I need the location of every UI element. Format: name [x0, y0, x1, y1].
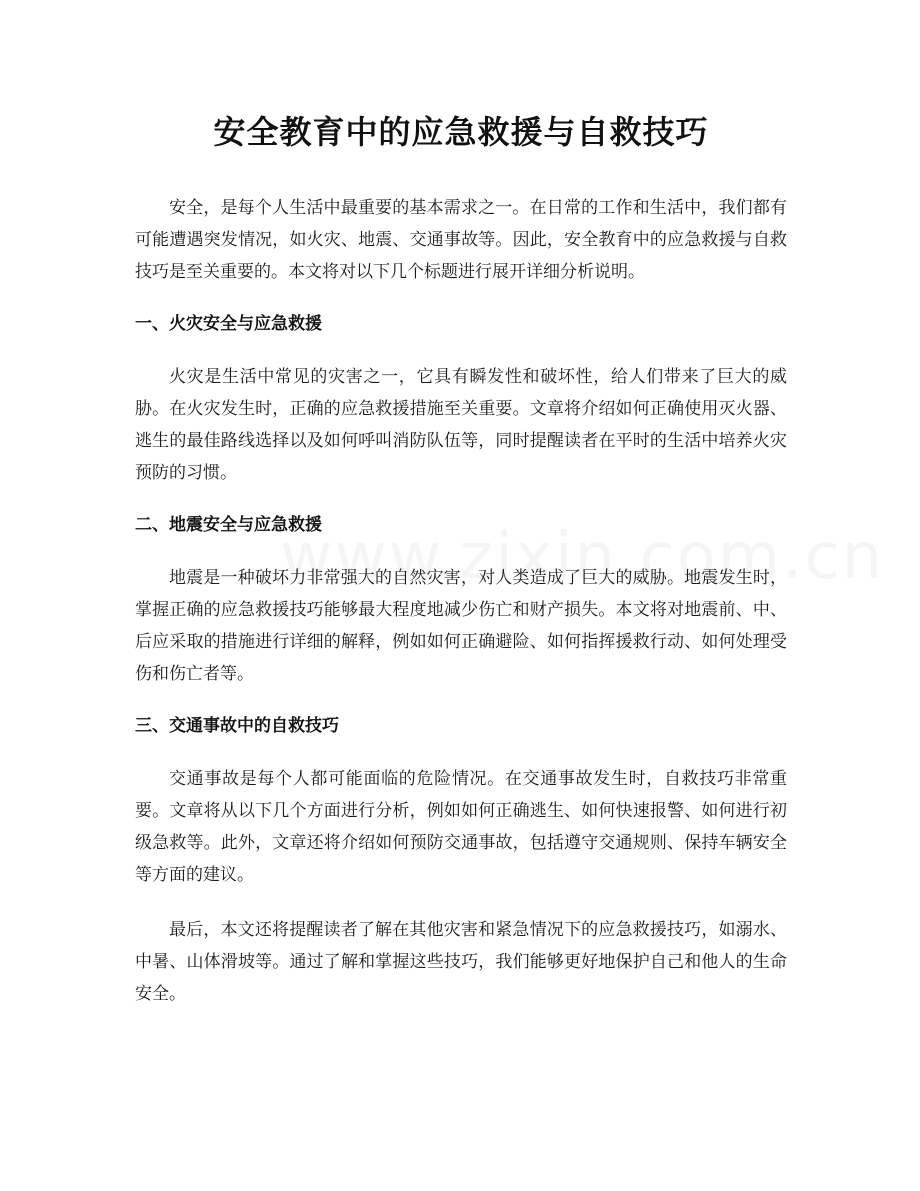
section-paragraph-fire: 火灾是生活中常见的灾害之一，它具有瞬发性和破坏性，给人们带来了巨大的威胁。在火灾发生时，正确的应急救援措施至关重要。文章将介绍如何正确使用灭火器、逃生的最佳路线选择以及如何呼叫消防队伍等，同时提醒读者在平时的生活中培养火灾预防的习惯。 — [135, 367, 787, 483]
section-heading-fire: 一、火灾安全与应急救援 — [135, 314, 322, 334]
conclusion-paragraph: 最后，本文还将提醒读者了解在其他灾害和紧急情况下的应急救援技巧，如溺水、中暑、山体滑坡等。通过了解和掌握这些技巧，我们能够更好地保护自己和他人的生命安全。 — [135, 920, 787, 1004]
section-paragraph-earthquake: 地震是一种破坏力非常强大的自然灾害，对人类造成了巨大的威胁。地震发生时，掌握正确的应急救援技巧能够最大程度地减少伤亡和财产损失。本文将对地震前、中、后应采取的措施进行详细的解释，例如如何正确避险、如何指挥援救行动、如何处理受伤和伤亡者等。 — [135, 568, 787, 684]
section-heading-traffic: 三、交通事故中的自救技巧 — [135, 716, 339, 736]
intro-paragraph: 安全，是每个人生活中最重要的基本需求之一。在日常的工作和生活中，我们都有可能遭遇突发情况，如火灾、地震、交通事故等。因此，安全教育中的应急救援与自救技巧是至关重要的。本文将对以下几个标题进行展开详细分析说明。 — [135, 198, 787, 282]
section-heading-earthquake: 二、地震安全与应急救援 — [135, 515, 322, 535]
document-title: 安全教育中的应急救援与自救技巧 — [213, 113, 709, 151]
section-paragraph-traffic: 交通事故是每个人都可能面临的危险情况。在交通事故发生时，自救技巧非常重要。文章将从以下几个方面进行分析，例如如何正确逃生、如何快速报警、如何进行初级急救等。此外，文章还将介绍如何预防交通事故，包括遵守交通规则、保持车辆安全等方面的建议。 — [135, 769, 787, 885]
